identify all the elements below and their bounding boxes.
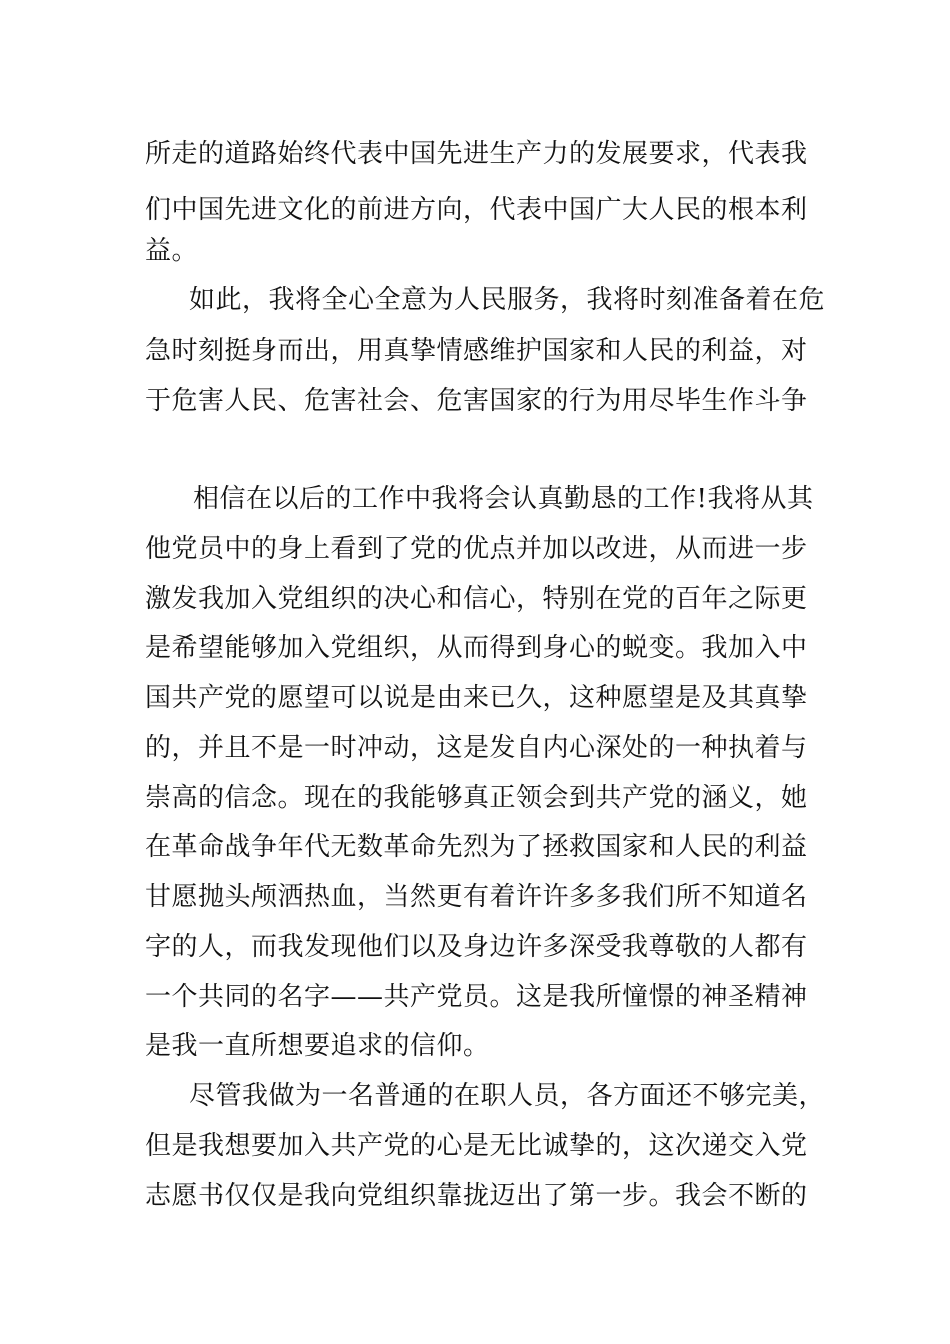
text-line: 国共产党的愿望可以说是由来已久，这种愿望是及其真挚: [145, 683, 808, 713]
text-line: 一个共同的名字——共产党员。这是我所憧憬的神圣精神: [145, 982, 808, 1012]
text-line: 相信在以后的工作中我将会认真勤恳的工作!我将从其: [193, 484, 814, 514]
text-line: 是我一直所想要追求的信仰。: [145, 1031, 490, 1061]
text-line: 的，并且不是一时冲动，这是发自内心深处的一种执着与: [145, 733, 808, 763]
text-line: 如此，我将全心全意为人民服务，我将时刻准备着在危: [189, 285, 826, 315]
text-line: 字的人，而我发现他们以及身边许多深受我尊敬的人都有: [145, 932, 808, 962]
text-line: 激发我加入党组织的决心和信心，特别在党的百年之际更: [145, 584, 808, 614]
text-line: 但是我想要加入共产党的心是无比诚挚的，这次递交入党: [145, 1131, 808, 1161]
text-line: 所走的道路始终代表中国先进生产力的发展要求，代表我: [145, 139, 808, 169]
text-line: 急时刻挺身而出，用真挚情感维护国家和人民的利益，对: [145, 336, 808, 366]
text-line: 甘愿抛头颅洒热血，当然更有着许许多多我们所不知道名: [145, 882, 808, 912]
text-line: 是希望能够加入党组织，从而得到身心的蜕变。我加入中: [145, 633, 808, 663]
text-line: 他党员中的身上看到了党的优点并加以改进，从而进一步: [145, 534, 808, 564]
text-line: 益。: [145, 236, 199, 266]
text-line: 在革命战争年代无数革命先烈为了拯救国家和人民的利益: [145, 832, 808, 862]
text-line: 崇高的信念。现在的我能够真正领会到共产党的涵义，她: [145, 783, 808, 813]
text-line: 志愿书仅仅是我向党组织靠拢迈出了第一步。我会不断的: [145, 1181, 808, 1211]
text-line: 尽管我做为一名普通的在职人员，各方面还不够完美，: [189, 1081, 826, 1111]
text-line: 于危害人民、危害社会、危害国家的行为用尽毕生作斗争: [145, 386, 808, 416]
text-line: 们中国先进文化的前进方向，代表中国广大人民的根本利: [145, 195, 808, 225]
